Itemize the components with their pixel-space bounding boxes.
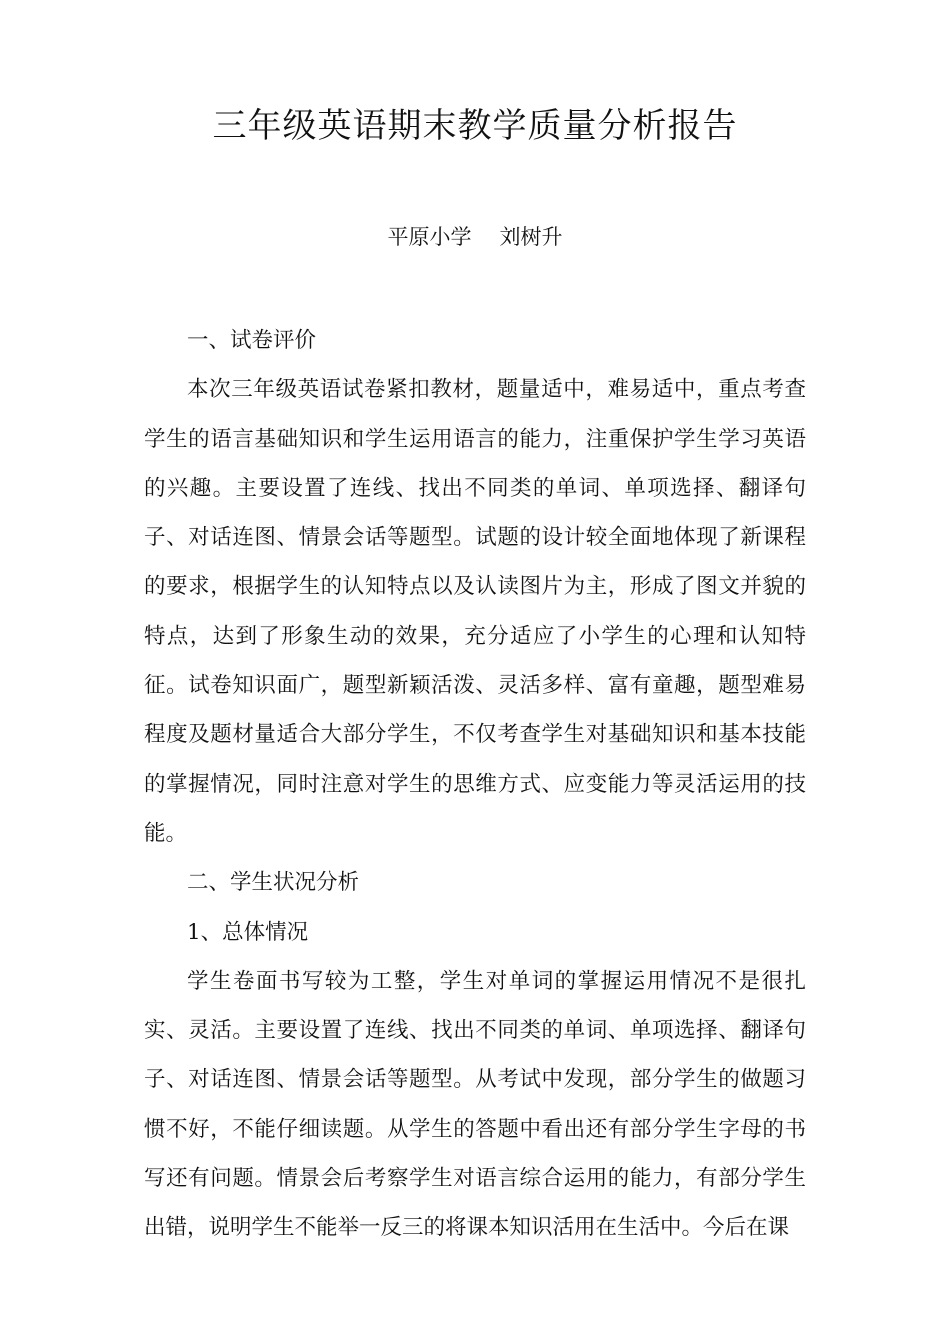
body-paragraph: 本次三年级英语试卷紧扣教材，题量适中，难易适中，重点考查学生的语言基础知识和学生运用语言的能力，注重保护学生学习英语的兴趣。主要设置了连线、找出不同类的单词、单项选择、翻译句子、对话连图、情景会话等题型。试题的设计较全面地体现了新课程的要求，根据学生的认知特点以及认读图片为主，形成了图文并貌的特点，达到了形象生动的效果，充分适应了小学生的心理和认知特征。试卷知识面广，题型新颖活泼、灵活多样、富有童趣，题型难易程度及题材量适合大部分学生，不仅考查学生对基础知识和基本技能的掌握情况，同时注意对学生的思维方式、应变能力等灵活运用的技能。 — [144, 377, 806, 846]
byline — [0, 220, 950, 254]
body-paragraph: 学生卷面书写较为工整，学生对单词的掌握运用情况不是很扎实、灵活。主要设置了连线、找出不同类的单词、单项选择、翻译句子、对话连图、情景会话等题型。从考试中发现，部分学生的做题习惯不好，不能仔细读题。从学生的答题中看出还有部分学生字母的书写还有问题。情景会后考察学生对语言综合运用的能力，有部分学生出错，说明学生不能举一反三的将课本知识活用在生活中。今后在课 — [144, 968, 806, 1241]
school-name: 平原小学 — [387, 225, 472, 249]
author-name: 刘树升 — [499, 225, 563, 249]
section-heading-student-analysis: 二、学生状况分析 — [187, 870, 360, 896]
document-body — [144, 316, 806, 1253]
subsection-heading-overall: 1、总体情况 — [187, 919, 309, 945]
document-title: 三年级英语期末教学质量分析报告 — [212, 106, 738, 146]
section-heading-exam-evaluation: 一、试卷评价 — [187, 328, 317, 353]
